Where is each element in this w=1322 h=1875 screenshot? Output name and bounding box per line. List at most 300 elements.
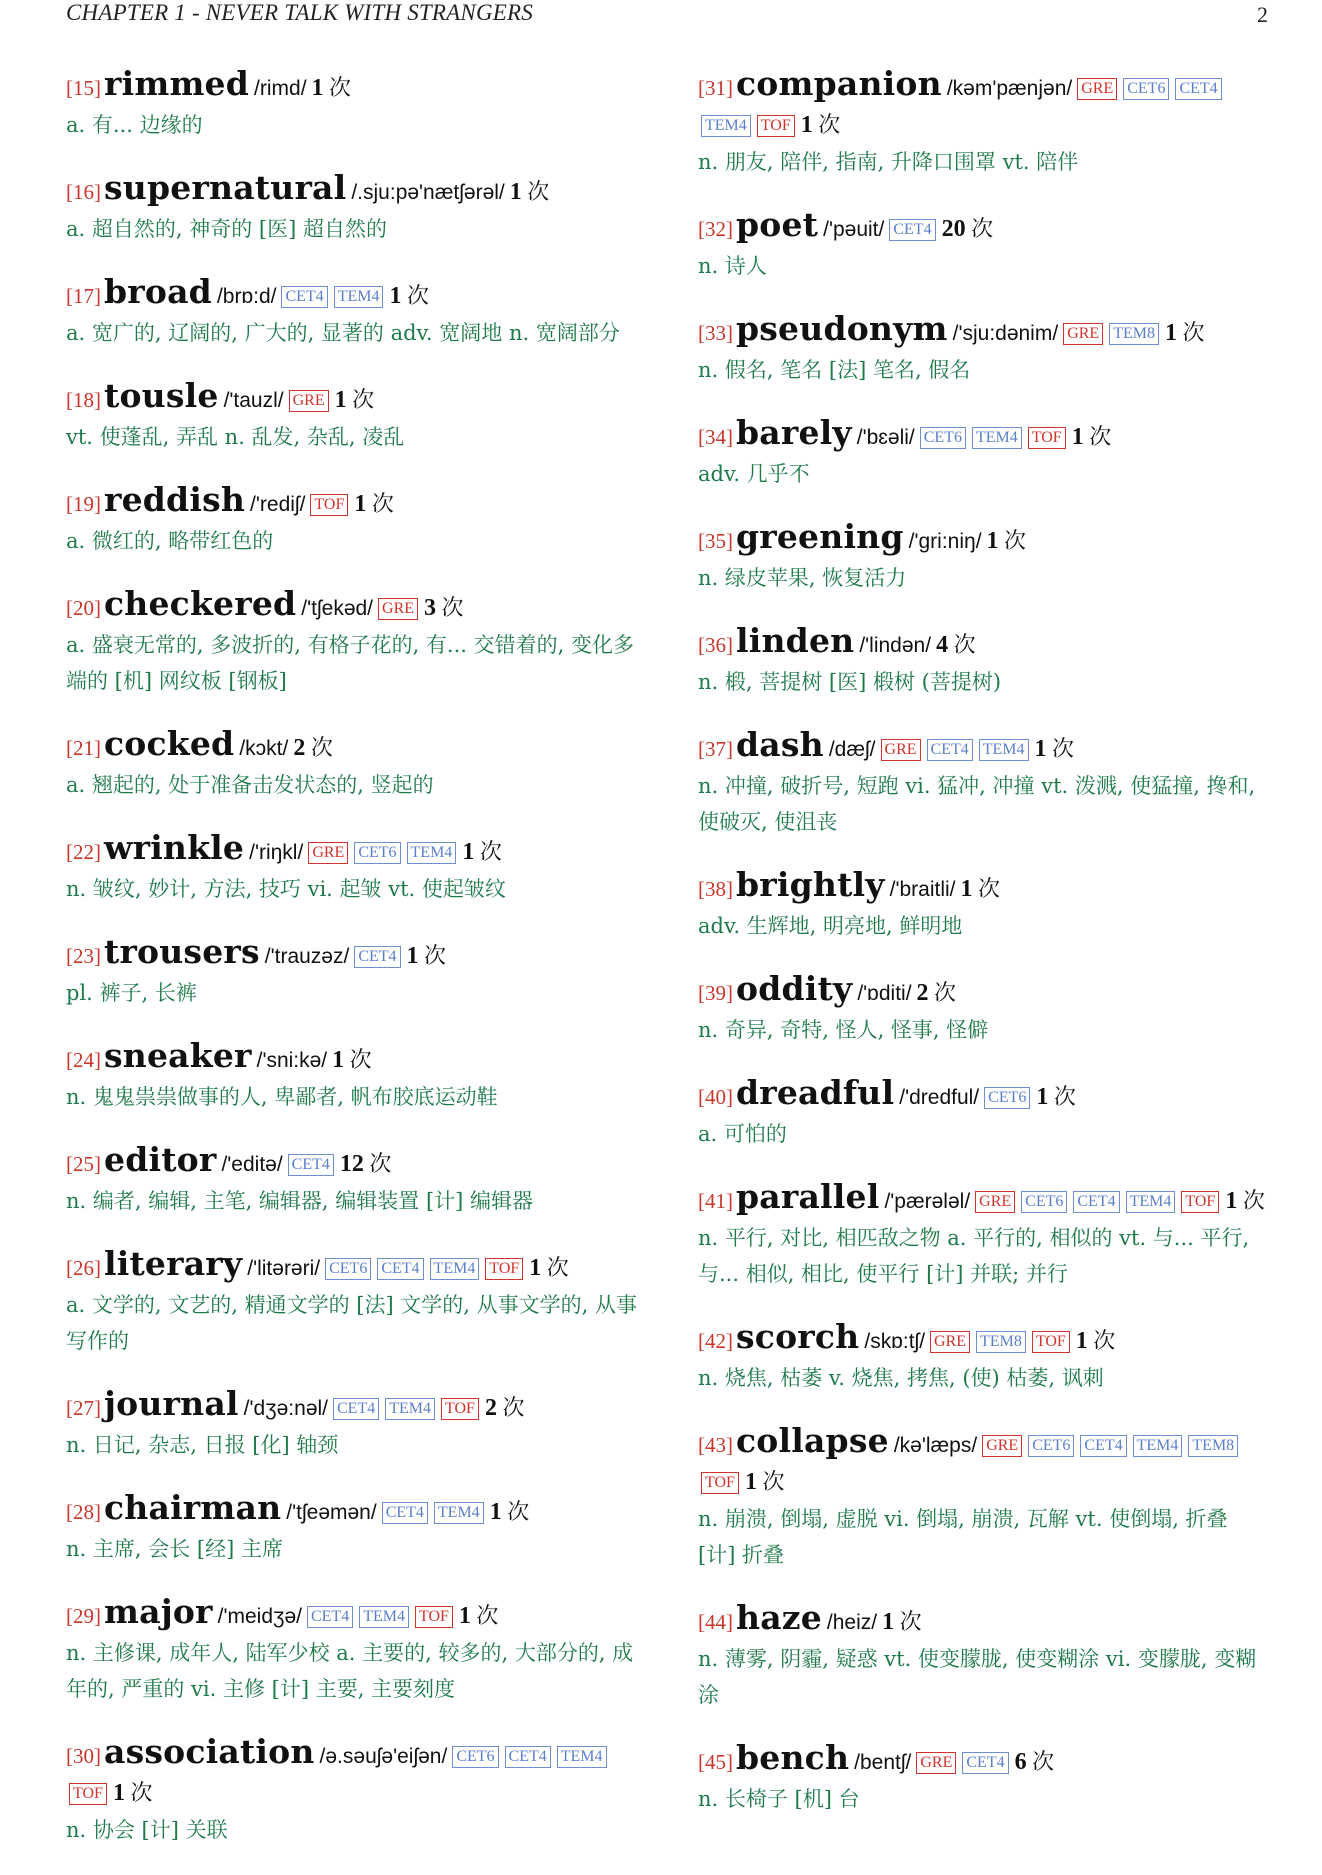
count-suffix: 次 [406,283,429,308]
count-suffix: 次 [546,1255,569,1280]
occurrence-count [987,528,1027,553]
entry-number: [27] [66,1396,101,1420]
definition: a. 超自然的, 神奇的 [医] 超自然的 [66,217,387,241]
entry-headline [698,311,1270,352]
entry-headline [698,1075,1270,1116]
entry-number: [24] [66,1048,101,1072]
headword: checkered [104,584,297,623]
entry-headline [698,66,1270,144]
count-suffix: 次 [978,876,1001,901]
exam-tag: GRE [930,1331,970,1353]
headword: trousers [104,932,260,971]
vocab-entry [66,378,648,455]
count-value: 1 [112,1780,125,1806]
entry-number: [41] [698,1189,733,1213]
exam-tag: TEM4 [972,427,1022,449]
phonetic: /skɒ:tʃ/ [864,1330,926,1353]
exam-tag: TEM4 [385,1398,435,1420]
count-value: 1 [354,491,367,517]
exam-tag: TEM4 [979,739,1029,761]
headword: oddity [736,969,853,1008]
entry-number: [25] [66,1152,101,1176]
entry-number: [20] [66,596,101,620]
headword: chairman [104,1488,282,1527]
count-value: 1 [334,387,347,413]
occurrence-count [801,112,841,137]
headword: cocked [104,724,235,763]
occurrence-count [1225,1188,1265,1213]
headword: broad [104,272,212,311]
count-value: 6 [1014,1749,1027,1775]
definition: n. 长椅子 [机] 台 [698,1787,860,1811]
vocab-entry [698,207,1270,284]
count-value: 2 [916,980,929,1006]
vocab-entry [66,170,648,247]
exam-tag: CET4 [333,1398,379,1420]
vocab-entry [698,1600,1270,1713]
headword: collapse [736,1421,889,1460]
entry-headline [66,934,648,975]
entry-number: [29] [66,1604,101,1628]
occurrence-count [1076,1328,1116,1353]
exam-tag: TEM8 [1109,323,1159,345]
entry-headline [66,830,648,871]
exam-tag: CET4 [382,1502,428,1524]
entry-headline [66,274,648,315]
exam-tag: CET4 [889,219,935,241]
exam-tag: GRE [378,598,418,620]
phonetic: /kɔkt/ [239,737,289,760]
headword: wrinkle [104,828,245,867]
count-value: 12 [339,1151,364,1177]
occurrence-count [335,387,375,412]
occurrence-count [459,1603,499,1628]
count-value: 4 [936,632,949,658]
exam-tag: CET6 [920,427,966,449]
count-value: 1 [462,839,475,865]
exam-tag: CET4 [1080,1435,1126,1457]
occurrence-count [332,1047,372,1072]
exam-tag: TEM4 [1126,1191,1176,1213]
exam-tag: TOF [310,494,348,516]
phonetic: /kə'læps/ [893,1434,978,1457]
exam-tag: CET6 [325,1258,371,1280]
occurrence-count [490,1499,530,1524]
phonetic: /'litərəri/ [247,1257,321,1280]
headword: pseudonym [736,309,948,348]
entry-headline [66,482,648,523]
count-suffix: 次 [310,735,333,760]
count-suffix: 次 [349,1047,372,1072]
definition: pl. 裤子, 长裤 [66,981,197,1005]
entry-headline [698,1179,1270,1220]
phonetic: /'lindən/ [859,634,932,657]
exam-tag: CET6 [1123,78,1169,100]
headword: scorch [736,1317,860,1356]
definition: n. 薄雾, 阴霾, 疑惑 vt. 使变朦胧, 使变糊涂 vi. 变朦胧, 变糊涂 [698,1647,1257,1707]
count-suffix: 次 [329,75,352,100]
right-column [698,66,1270,1844]
count-suffix: 次 [1032,1749,1055,1774]
headword: poet [736,205,819,244]
entry-number: [18] [66,388,101,412]
vocab-entry [698,1075,1270,1152]
headword: barely [736,413,852,452]
count-suffix: 次 [507,1499,530,1524]
entry-headline [698,207,1270,248]
count-value: 1 [332,1047,345,1073]
count-value: 1 [1036,1084,1049,1110]
entry-headline [66,378,648,419]
entry-headline [698,415,1270,456]
count-value: 1 [509,179,522,205]
count-value: 1 [1034,736,1047,762]
entry-number: [33] [698,321,733,345]
count-value: 1 [389,283,402,309]
page-header [66,0,1268,28]
occurrence-count [942,216,994,241]
phonetic: /'tʃekəd/ [301,597,374,620]
count-suffix: 次 [527,179,550,204]
vocab-entry [698,415,1270,492]
occurrence-count [485,1395,525,1420]
entry-headline [698,971,1270,1012]
count-suffix: 次 [352,387,375,412]
exam-tag: CET4 [288,1154,334,1176]
exam-tag: TOF [1032,1331,1070,1353]
exam-tag: TOF [69,1783,107,1805]
vocab-entry [66,66,648,143]
definition: n. 皱纹, 妙计, 方法, 技巧 vi. 起皱 vt. 使起皱纹 [66,877,506,901]
exam-tag: TEM4 [334,286,384,308]
occurrence-count [1035,736,1075,761]
headword: association [104,1732,315,1771]
entry-headline [698,1423,1270,1501]
count-suffix: 次 [1052,736,1075,761]
occurrence-count [407,943,447,968]
occurrence-count [1015,1749,1055,1774]
entry-headline [66,726,648,767]
phonetic: /'meidʒə/ [217,1605,302,1628]
exam-tag: TOF [1181,1191,1219,1213]
occurrence-count [340,1151,392,1176]
exam-tag: TEM4 [430,1258,480,1280]
occurrence-count [1165,320,1205,345]
vocab-entry [698,867,1270,944]
vocab-entry [66,1142,648,1219]
entry-number: [44] [698,1610,733,1634]
phonetic: /'sni:kə/ [256,1049,328,1072]
phonetic: /'sju:dənim/ [952,322,1059,345]
vocab-entry [66,1386,648,1463]
entry-number: [22] [66,840,101,864]
definition: a. 微红的, 略带红色的 [66,529,274,553]
count-suffix: 次 [762,1469,785,1494]
occurrence-count [510,179,550,204]
headword: dash [736,725,824,764]
definition: a. 文学的, 文艺的, 精通文学的 [法] 文学的, 从事文学的, 从事写作的 [66,1293,638,1353]
exam-tag: CET4 [1175,78,1221,100]
phonetic: /'tauzl/ [223,389,284,412]
occurrence-count [1072,424,1112,449]
headword: reddish [104,480,246,519]
entry-number: [42] [698,1329,733,1353]
vocab-entry [66,1490,648,1567]
headword: major [104,1592,213,1631]
entry-number: [45] [698,1750,733,1774]
occurrence-count [293,735,333,760]
count-suffix: 次 [371,491,394,516]
count-value: 1 [529,1255,542,1281]
count-suffix: 次 [502,1395,525,1420]
count-value: 1 [986,528,999,554]
vocab-entry [698,66,1270,180]
entry-number: [32] [698,217,733,241]
exam-tag: GRE [975,1191,1015,1213]
definition: adv. 几乎不 [698,462,810,486]
exam-tag: TOF [701,1472,739,1494]
count-suffix: 次 [971,216,994,241]
vocab-entry [698,311,1270,388]
headword: editor [104,1140,217,1179]
phonetic: /'rediʃ/ [250,493,306,516]
definition: n. 朋友, 陪伴, 指南, 升降口围罩 vt. 陪伴 [698,150,1079,174]
occurrence-count [462,839,502,864]
entry-number: [23] [66,944,101,968]
definition: n. 椴, 菩提树 [医] 椴树 (菩提树) [698,670,1002,694]
entry-headline [698,1740,1270,1781]
exam-tag: CET4 [281,286,327,308]
count-value: 1 [406,943,419,969]
definition: a. 翘起的, 处于准备击发状态的, 竖起的 [66,773,434,797]
vocab-entry [66,1038,648,1115]
entry-headline [66,1038,648,1079]
headword: haze [736,1598,822,1637]
count-suffix: 次 [369,1151,392,1176]
occurrence-count [312,75,352,100]
exam-tag: GRE [1077,78,1117,100]
vocab-entry [698,623,1270,700]
entry-headline [698,623,1270,664]
phonetic: /'braitli/ [889,878,956,901]
phonetic: /'riŋkl/ [249,841,304,864]
exam-tag: CET4 [354,946,400,968]
occurrence-count [961,876,1001,901]
count-suffix: 次 [441,595,464,620]
headword: rimmed [104,64,250,103]
occurrence-count [917,980,957,1005]
exam-tag: CET6 [354,842,400,864]
entry-headline [698,867,1270,908]
exam-tag: CET4 [927,739,973,761]
entry-headline [66,170,648,211]
exam-tag: TOF [441,1398,479,1420]
count-value: 1 [311,75,324,101]
headword: sneaker [104,1036,252,1075]
exam-tag: GRE [1063,323,1103,345]
definition: n. 奇异, 奇特, 怪人, 怪事, 怪僻 [698,1018,989,1042]
definition: n. 崩溃, 倒塌, 虚脱 vi. 倒塌, 崩溃, 瓦解 vt. 使倒塌, 折叠 [计] 折叠 [698,1507,1228,1567]
count-value: 1 [744,1469,757,1495]
exam-tag: TOF [415,1606,453,1628]
exam-tag: GRE [881,739,921,761]
count-value: 1 [882,1609,895,1635]
exam-tag: GRE [982,1435,1022,1457]
exam-tag: TOF [485,1258,523,1280]
count-value: 2 [293,735,306,761]
phonetic: /'pəuit/ [823,218,885,241]
definition: a. 有... 边缘的 [66,113,203,137]
definition: vt. 使蓬乱, 弄乱 n. 乱发, 杂乱, 凌乱 [66,425,405,449]
phonetic: /'dredful/ [899,1086,980,1109]
vocab-entry [66,1246,648,1359]
occurrence-count [1036,1084,1076,1109]
entry-headline [698,1600,1270,1641]
page-number: 2 [1257,2,1268,27]
count-suffix: 次 [476,1603,499,1628]
occurrence-count [354,491,394,516]
vocab-entry [66,934,648,1011]
definition: n. 主席, 会长 [经] 主席 [66,1537,283,1561]
occurrence-count [882,1609,922,1634]
exam-tag: CET4 [962,1752,1008,1774]
vocab-entry [698,519,1270,596]
definition: a. 可怕的 [698,1122,787,1146]
entry-number: [21] [66,736,101,760]
vocab-entry [698,727,1270,840]
exam-tag: TEM8 [1188,1435,1238,1457]
occurrence-count [424,595,464,620]
phonetic: /kəm'pænjən/ [946,77,1073,100]
definition: n. 诗人 [698,254,767,278]
vocab-entry [66,274,648,351]
exam-tag: CET6 [1028,1435,1074,1457]
phonetic: /bentʃ/ [854,1751,912,1774]
left-column [66,66,648,1875]
entry-headline [698,727,1270,768]
vocab-entry [698,1179,1270,1292]
count-suffix: 次 [1053,1084,1076,1109]
count-suffix: 次 [1093,1328,1116,1353]
definition: n. 绿皮苹果, 恢复活力 [698,566,907,590]
entry-number: [31] [698,76,733,100]
count-value: 3 [424,595,437,621]
exam-tag: TEM4 [557,1746,607,1768]
entry-headline [66,1734,648,1812]
phonetic: /brɒ:d/ [216,285,277,308]
exam-tag: CET4 [377,1258,423,1280]
count-value: 1 [1225,1188,1238,1214]
entry-headline [66,1142,648,1183]
count-suffix: 次 [934,980,957,1005]
count-value: 1 [1071,424,1084,450]
count-suffix: 次 [953,632,976,657]
chapter-title: CHAPTER 1 - NEVER TALK WITH STRANGERS [66,0,533,25]
phonetic: /ə.səuʃə'eiʃən/ [319,1745,448,1768]
phonetic: /heiz/ [826,1611,878,1634]
entry-number: [17] [66,284,101,308]
count-value: 1 [960,876,973,902]
vocab-entry [66,1594,648,1707]
definition: n. 协会 [计] 关联 [66,1818,228,1842]
entry-headline [698,519,1270,560]
headword: brightly [736,865,885,904]
occurrence-count [113,1780,153,1805]
definition: n. 假名, 笔名 [法] 笔名, 假名 [698,358,971,382]
headword: dreadful [736,1073,895,1112]
count-value: 1 [489,1499,502,1525]
phonetic: /.sju:pə'nætʃərəl/ [351,181,505,204]
entry-number: [39] [698,981,733,1005]
occurrence-count [936,632,976,657]
entry-number: [16] [66,180,101,204]
phonetic: /'trauzəz/ [264,945,350,968]
exam-tag: GRE [289,390,329,412]
phonetic: /'tʃeəmən/ [286,1501,377,1524]
count-value: 20 [941,216,966,242]
entry-number: [26] [66,1256,101,1280]
phonetic: /'bɛəli/ [856,426,915,449]
phonetic: /'dʒə:nəl/ [243,1397,328,1420]
entry-headline [66,1246,648,1287]
exam-tag: TEM4 [701,115,751,137]
definition: n. 鬼鬼祟祟做事的人, 卑鄙者, 帆布胶底运动鞋 [66,1085,498,1109]
definition: a. 宽广的, 辽阔的, 广大的, 显著的 adv. 宽阔地 n. 宽阔部分 [66,321,620,345]
exam-tag: CET4 [307,1606,353,1628]
headword: supernatural [104,168,347,207]
entry-number: [38] [698,877,733,901]
count-suffix: 次 [130,1780,153,1805]
entry-headline [66,586,648,627]
count-suffix: 次 [818,112,841,137]
count-suffix: 次 [424,943,447,968]
count-suffix: 次 [1182,320,1205,345]
count-suffix: 次 [1242,1188,1265,1213]
definition: n. 主修课, 成年人, 陆军少校 a. 主要的, 较多的, 大部分的, 成年的, 严重的 vi. 主修 [计] 主要, 主要刻度 [66,1641,634,1701]
headword: tousle [104,376,219,415]
entry-number: [43] [698,1433,733,1457]
entry-headline [66,66,648,107]
entry-headline [66,1386,648,1427]
exam-tag: CET4 [1073,1191,1119,1213]
occurrence-count [529,1255,569,1280]
exam-tag: CET6 [1021,1191,1067,1213]
definition: n. 冲撞, 破折号, 短跑 vi. 猛冲, 冲撞 vt. 泼溅, 使猛撞, 搀和, 使破灭, 使沮丧 [698,774,1256,834]
entry-number: [37] [698,737,733,761]
headword: greening [736,517,904,556]
headword: parallel [736,1177,880,1216]
entry-number: [36] [698,633,733,657]
vocab-entry [698,1319,1270,1396]
phonetic: /dæʃ/ [828,738,876,761]
vocab-entry [698,1740,1270,1817]
headword: companion [736,64,942,103]
vocab-entry [66,726,648,803]
exam-tag: CET6 [984,1087,1030,1109]
vocab-entry [66,482,648,559]
exam-tag: GRE [916,1752,956,1774]
count-suffix: 次 [899,1609,922,1634]
occurrence-count [389,283,429,308]
entry-headline [66,1594,648,1635]
count-value: 1 [458,1603,471,1629]
exam-tag: TOF [757,115,795,137]
exam-tag: TOF [1028,427,1066,449]
phonetic: /'ɒditi/ [857,982,912,1005]
vocab-entry [66,1734,648,1848]
headword: linden [736,621,855,660]
entry-number: [19] [66,492,101,516]
